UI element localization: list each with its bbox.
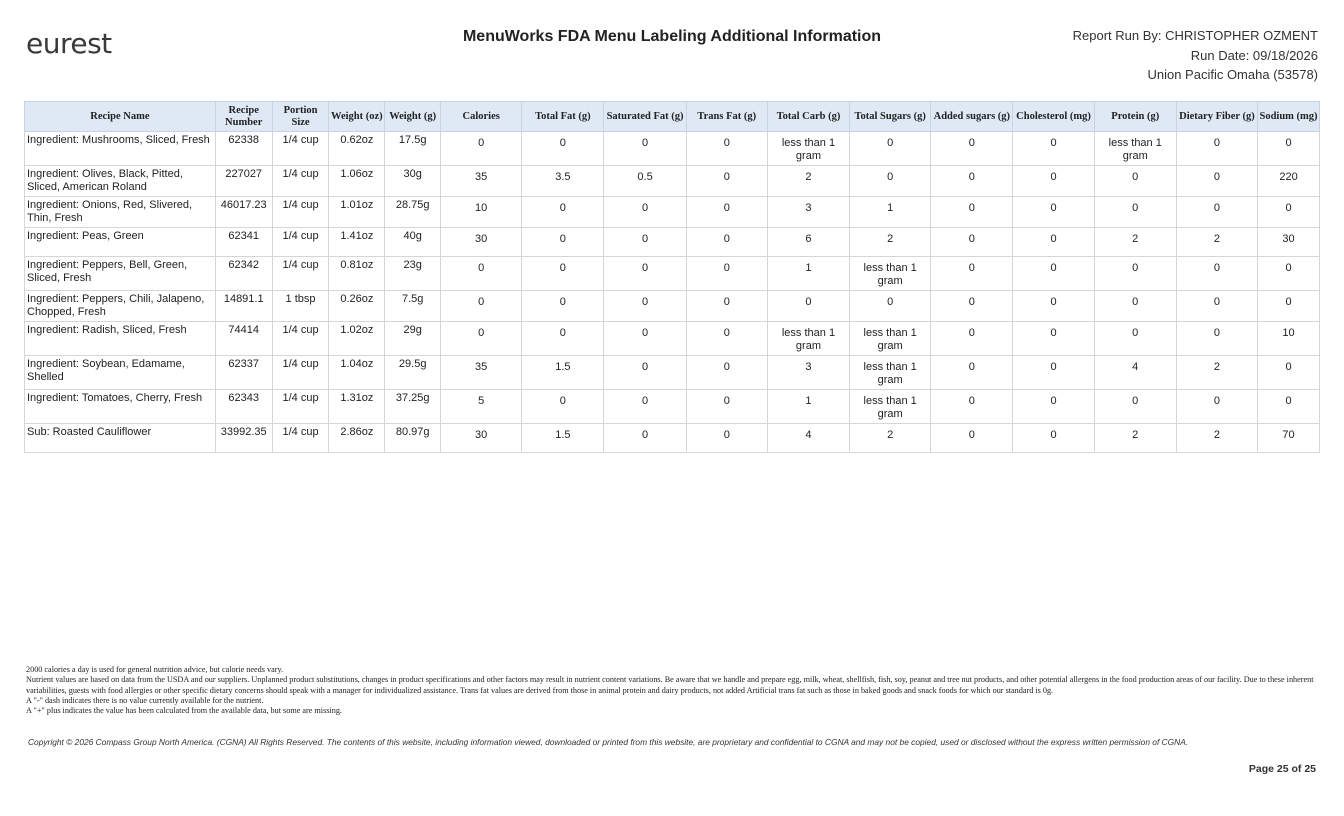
column-header: Cholesterol (mg) — [1013, 102, 1094, 132]
table-cell: 30g — [385, 166, 441, 197]
table-cell: 2 — [1094, 228, 1176, 257]
table-cell: 0 — [1258, 197, 1320, 228]
recipe-name-cell: Ingredient: Peppers, Bell, Green, Sliced, Fresh — [25, 257, 216, 291]
recipe-name-cell: Ingredient: Olives, Black, Pitted, Sliced, American Roland — [25, 166, 216, 197]
table-cell: 1/4 cup — [272, 257, 329, 291]
table-cell: 0 — [1258, 132, 1320, 166]
table-cell: 30 — [441, 424, 522, 453]
table-cell: 1/4 cup — [272, 228, 329, 257]
table-cell: 23g — [385, 257, 441, 291]
table-cell: 3 — [767, 356, 849, 390]
table-cell: 0 — [686, 390, 767, 424]
table-cell: 0 — [1094, 257, 1176, 291]
column-header: Trans Fat (g) — [686, 102, 767, 132]
column-header: Total Sugars (g) — [850, 102, 931, 132]
table-cell: 0 — [604, 322, 686, 356]
table-cell: 0 — [931, 356, 1013, 390]
table-cell: 0 — [1013, 356, 1094, 390]
table-cell: 0 — [522, 322, 604, 356]
table-cell: less than 1 gram — [850, 322, 931, 356]
table-cell: 0 — [604, 257, 686, 291]
table-cell: 62343 — [215, 390, 272, 424]
table-cell: 0 — [1013, 228, 1094, 257]
table-cell: 0 — [522, 257, 604, 291]
table-cell: 0 — [1258, 390, 1320, 424]
table-cell: 37.25g — [385, 390, 441, 424]
table-cell: 2 — [1176, 424, 1257, 453]
table-cell: 0 — [1013, 291, 1094, 322]
table-cell: 62337 — [215, 356, 272, 390]
column-header: Total Carb (g) — [767, 102, 849, 132]
table-cell: 0 — [604, 356, 686, 390]
table-cell: 1.02oz — [329, 322, 385, 356]
table-cell: 29g — [385, 322, 441, 356]
table-cell: 2 — [1176, 228, 1257, 257]
table-cell: 1/4 cup — [272, 132, 329, 166]
table-cell: 35 — [441, 356, 522, 390]
table-cell: 6 — [767, 228, 849, 257]
column-header: Recipe Name — [25, 102, 216, 132]
recipe-name-cell: Ingredient: Radish, Sliced, Fresh — [25, 322, 216, 356]
column-header: Sodium (mg) — [1258, 102, 1320, 132]
table-cell: 0 — [1176, 257, 1257, 291]
table-cell: 0 — [686, 257, 767, 291]
table-row — [25, 228, 1320, 257]
table-cell: 1.01oz — [329, 197, 385, 228]
table-cell: 0 — [604, 132, 686, 166]
recipe-name-cell: Ingredient: Peppers, Chili, Jalapeno, Chopped, Fresh — [25, 291, 216, 322]
table-cell: 1 tbsp — [272, 291, 329, 322]
table-cell: 0.62oz — [329, 132, 385, 166]
table-cell: 0 — [931, 228, 1013, 257]
table-cell: 0 — [604, 228, 686, 257]
table-cell: 0 — [1094, 390, 1176, 424]
table-cell: 0 — [1176, 197, 1257, 228]
recipe-name-cell: Ingredient: Onions, Red, Slivered, Thin, Fresh — [25, 197, 216, 228]
table-cell: 17.5g — [385, 132, 441, 166]
table-cell: 0 — [686, 291, 767, 322]
table-cell: 0 — [1013, 166, 1094, 197]
table-cell: 1/4 cup — [272, 166, 329, 197]
table-cell: 0 — [1176, 132, 1257, 166]
column-header: Saturated Fat (g) — [604, 102, 686, 132]
column-header: Total Fat (g) — [522, 102, 604, 132]
table-cell: 7.5g — [385, 291, 441, 322]
table-cell: 28.75g — [385, 197, 441, 228]
table-cell: 0 — [767, 291, 849, 322]
table-row — [25, 356, 1320, 390]
table-cell: 0 — [1258, 257, 1320, 291]
table-body — [25, 132, 1320, 453]
footnote: 2000 calories a day is used for general nutrition advice, but calorie needs vary. — [26, 665, 284, 674]
table-cell: 0 — [1094, 197, 1176, 228]
column-header: Added sugars (g) — [931, 102, 1013, 132]
table-cell: 1 — [767, 257, 849, 291]
table-cell: 74414 — [215, 322, 272, 356]
table-row — [25, 166, 1320, 197]
recipe-name-cell: Ingredient: Soybean, Edamame, Shelled — [25, 356, 216, 390]
table-cell: 1.31oz — [329, 390, 385, 424]
table-cell: 0 — [1258, 356, 1320, 390]
table-row — [25, 322, 1320, 356]
table-cell: 0 — [1176, 166, 1257, 197]
footnote: A "+" plus indicates the value has been calculated from the available data, but some are missing. — [26, 706, 342, 716]
table-cell: 0 — [931, 322, 1013, 356]
table-cell: 0 — [1094, 291, 1176, 322]
table-cell: less than 1 gram — [767, 322, 849, 356]
table-cell: 10 — [441, 197, 522, 228]
table-cell: 0.5 — [604, 166, 686, 197]
table-cell: 5 — [441, 390, 522, 424]
table-cell: 0 — [441, 257, 522, 291]
column-header: Portion Size — [272, 102, 329, 132]
table-row — [25, 424, 1320, 453]
table-cell: 0 — [441, 322, 522, 356]
table-cell: 1/4 cup — [272, 390, 329, 424]
table-cell: 1 — [850, 197, 931, 228]
table-cell: 14891.1 — [215, 291, 272, 322]
recipe-name-cell: Ingredient: Mushrooms, Sliced, Fresh — [25, 132, 216, 166]
table-cell: 80.97g — [385, 424, 441, 453]
table-cell: 2 — [850, 228, 931, 257]
table-cell: 0 — [931, 166, 1013, 197]
table-cell: 0 — [686, 322, 767, 356]
table-cell: 0 — [1094, 166, 1176, 197]
table-cell: 0 — [522, 197, 604, 228]
footnote: Nutrient values are based on data from the USDA and our suppliers. Unplanned product substitutions, changes in product specifications and other factors may result in nutrient content variations. Be aware that we handle and prepare egg, milk, wheat, shellfish, fish, soy, peanut and tree nut products, and other potential allergens in the food production areas of our facility. Due to these inherent variabilities, guests with food allergies or other specific dietary concerns should speak with a manager for individualized assistance. Trans fat values are derived from those in animal protein and dairy products, not added Artificial trans fat such as those in baked goods and snack foods for which our standard is 0g. — [26, 675, 1314, 695]
recipe-name-cell: Sub: Roasted Cauliflower — [25, 424, 216, 453]
table-cell: 30 — [441, 228, 522, 257]
table-cell: 4 — [1094, 356, 1176, 390]
table-cell: 0 — [1258, 291, 1320, 322]
footnotes — [26, 665, 1316, 716]
table-cell: 0 — [931, 390, 1013, 424]
table-cell: 30 — [1258, 228, 1320, 257]
recipe-name-cell: Ingredient: Tomatoes, Cherry, Fresh — [25, 390, 216, 424]
table-cell: 0 — [1176, 322, 1257, 356]
footnote: A "-" dash indicates there is no value currently available for the nutrient. — [26, 695, 264, 705]
table-cell: 220 — [1258, 166, 1320, 197]
table-row — [25, 132, 1320, 166]
recipe-name-cell: Ingredient: Peas, Green — [25, 228, 216, 257]
table-cell: 33992.35 — [215, 424, 272, 453]
column-header: Dietary Fiber (g) — [1176, 102, 1257, 132]
table-cell: 0 — [522, 132, 604, 166]
table-cell: 4 — [767, 424, 849, 453]
table-cell: 10 — [1258, 322, 1320, 356]
table-row — [25, 291, 1320, 322]
table-cell: 1/4 cup — [272, 424, 329, 453]
table-cell: 0 — [1176, 390, 1257, 424]
column-header: Calories — [441, 102, 522, 132]
table-cell: 0 — [931, 257, 1013, 291]
table-row — [25, 197, 1320, 228]
location: Union Pacific Omaha (53578) — [1147, 67, 1318, 82]
table-cell: 227027 — [215, 166, 272, 197]
table-row — [25, 390, 1320, 424]
table-cell: 0 — [441, 291, 522, 322]
table-cell: 0 — [850, 132, 931, 166]
table-cell: 1 — [767, 390, 849, 424]
report-title: MenuWorks FDA Menu Labeling Additional Information — [462, 28, 882, 45]
table-header-row — [25, 102, 1320, 132]
table-cell: 2.86oz — [329, 424, 385, 453]
column-header: Protein (g) — [1094, 102, 1176, 132]
table-cell: less than 1 gram — [850, 257, 931, 291]
table-row — [25, 257, 1320, 291]
table-cell: 0 — [686, 228, 767, 257]
table-cell: 35 — [441, 166, 522, 197]
table-cell: 0 — [1013, 390, 1094, 424]
table-cell: 70 — [1258, 424, 1320, 453]
table-cell: 1.06oz — [329, 166, 385, 197]
table-cell: 62341 — [215, 228, 272, 257]
table-cell: 29.5g — [385, 356, 441, 390]
table-cell: 1/4 cup — [272, 197, 329, 228]
table-cell: 0 — [604, 424, 686, 453]
table-cell: 0 — [604, 197, 686, 228]
table-cell: 1.04oz — [329, 356, 385, 390]
table-cell: 1/4 cup — [272, 322, 329, 356]
logo-text: eurest — [26, 26, 112, 60]
table-cell: 1/4 cup — [272, 356, 329, 390]
table-cell: 0 — [522, 390, 604, 424]
table-cell: 0 — [686, 356, 767, 390]
table-cell: 0 — [686, 166, 767, 197]
table-cell: 2 — [850, 424, 931, 453]
table-cell: 0 — [931, 424, 1013, 453]
column-header: Recipe Number — [215, 102, 272, 132]
table-cell: 46017.23 — [215, 197, 272, 228]
table-cell: 0 — [1176, 291, 1257, 322]
table-cell: 1.5 — [522, 356, 604, 390]
table-cell: 0 — [604, 390, 686, 424]
copyright-notice: Copyright © 2026 Compass Group North America. (CGNA) All Rights Reserved. The contents of this website, including information viewed, downloaded or printed from this website, are proprietary and confidential to CGNA and may not be copied, used or disclosed without the express written permission of CGNA. — [28, 737, 1189, 747]
table-cell: 0 — [1013, 257, 1094, 291]
table-cell: 1.41oz — [329, 228, 385, 257]
table-cell: 0 — [604, 291, 686, 322]
table-cell: 0 — [1094, 322, 1176, 356]
table-cell: 3.5 — [522, 166, 604, 197]
table-cell: 0 — [441, 132, 522, 166]
table-cell: 2 — [767, 166, 849, 197]
table-cell: 0 — [931, 291, 1013, 322]
table-cell: 2 — [1176, 356, 1257, 390]
table-cell: 0 — [850, 291, 931, 322]
table-cell: 0 — [1013, 132, 1094, 166]
table-cell: 0.81oz — [329, 257, 385, 291]
table-cell: 0 — [686, 132, 767, 166]
table-cell: 2 — [1094, 424, 1176, 453]
table-cell: 0 — [1013, 424, 1094, 453]
table-cell: 0 — [686, 197, 767, 228]
table-cell: 0 — [931, 132, 1013, 166]
table-cell: 62338 — [215, 132, 272, 166]
table-cell: 0 — [1013, 197, 1094, 228]
table-cell: less than 1 gram — [767, 132, 849, 166]
table-cell: 0 — [522, 291, 604, 322]
page-number: Page 25 of 25 — [1248, 763, 1316, 775]
column-header: Weight (g) — [385, 102, 441, 132]
table-cell: less than 1 gram — [1094, 132, 1176, 166]
table-cell: 62342 — [215, 257, 272, 291]
table-cell: 0 — [522, 228, 604, 257]
nutrition-table — [24, 101, 1320, 453]
table-cell: less than 1 gram — [850, 390, 931, 424]
table-cell: less than 1 gram — [850, 356, 931, 390]
table-cell: 0 — [686, 424, 767, 453]
table-cell: 0.26oz — [329, 291, 385, 322]
table-cell: 0 — [1013, 322, 1094, 356]
table-cell: 3 — [767, 197, 849, 228]
run-by: Report Run By: CHRISTOPHER OZMENT — [1072, 28, 1318, 43]
table-cell: 1.5 — [522, 424, 604, 453]
table-cell: 40g — [385, 228, 441, 257]
table-cell: 0 — [931, 197, 1013, 228]
column-header: Weight (oz) — [329, 102, 385, 132]
table-cell: 0 — [850, 166, 931, 197]
run-date: Run Date: 09/18/2026 — [1190, 47, 1318, 63]
run-info — [1073, 26, 1318, 85]
